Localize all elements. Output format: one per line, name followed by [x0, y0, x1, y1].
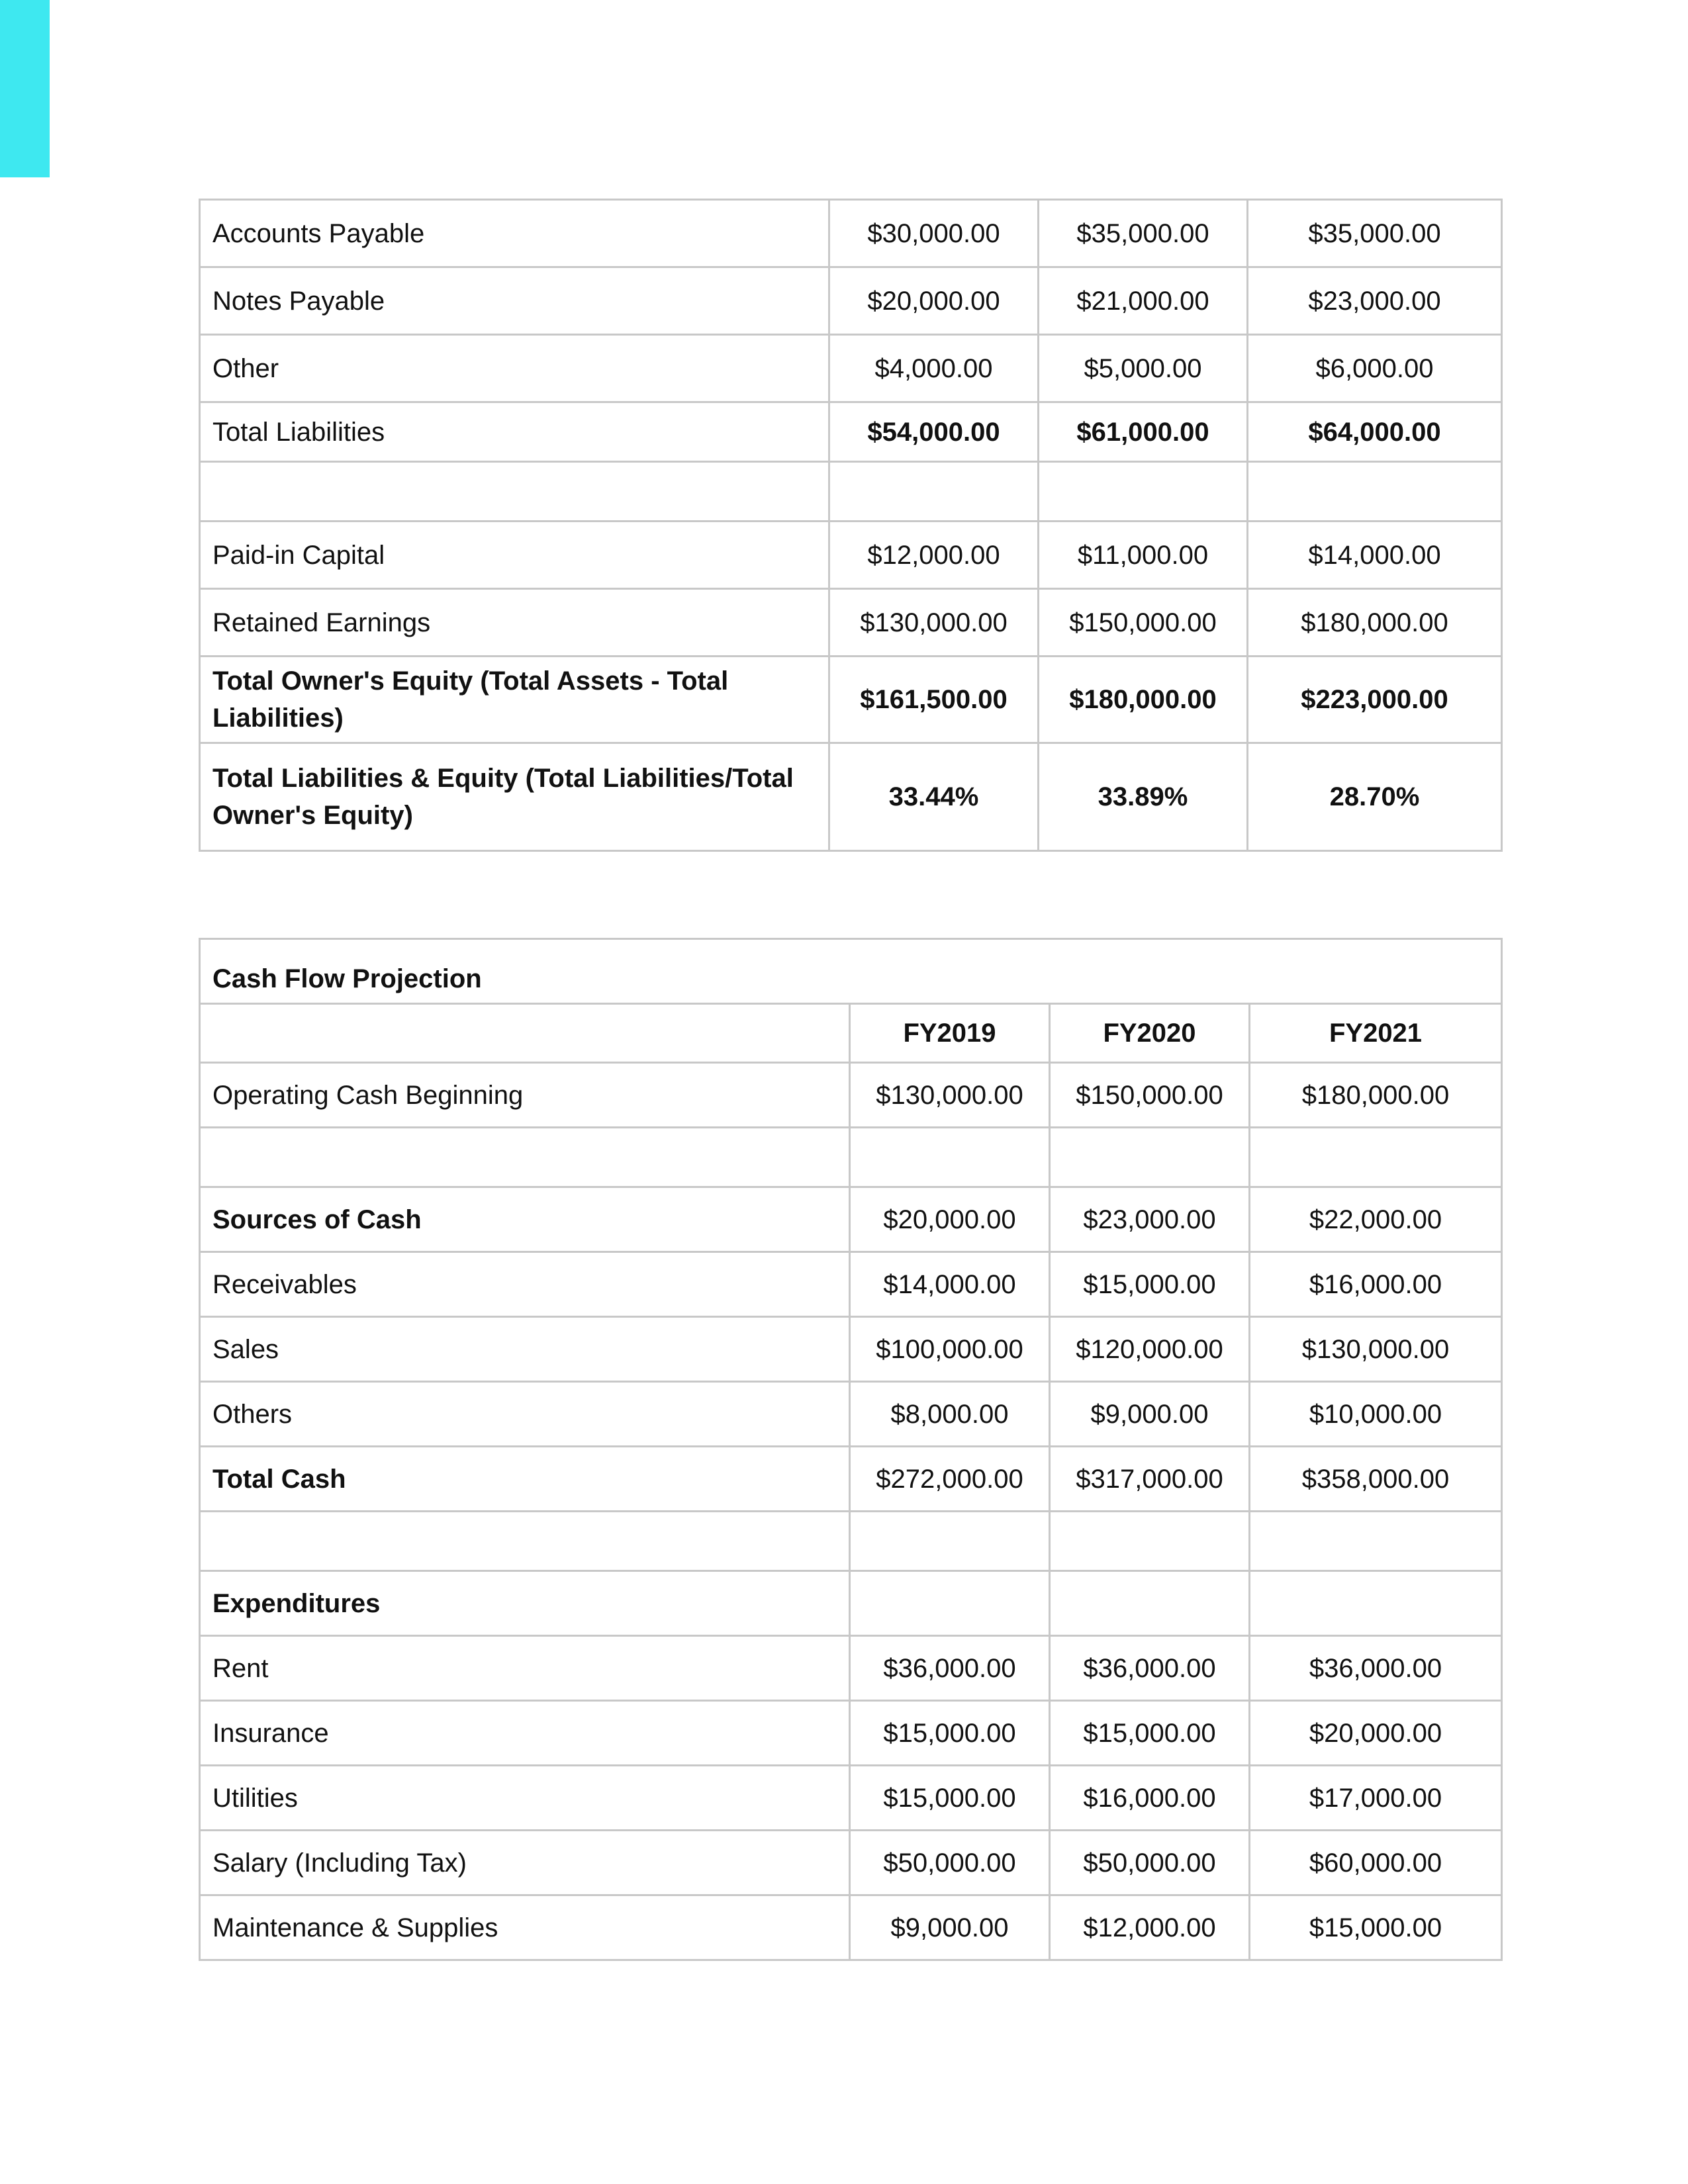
value-cell: $8,000.00	[850, 1382, 1050, 1447]
empty-cell	[1039, 462, 1248, 522]
value-cell: 28.70%	[1248, 743, 1502, 851]
value-cell: $317,000.00	[1050, 1447, 1250, 1512]
row-label: Sales	[200, 1317, 850, 1382]
table-row	[200, 1382, 1502, 1447]
table-row	[200, 1701, 1502, 1766]
value-cell: $15,000.00	[1250, 1895, 1502, 1960]
value-cell: $180,000.00	[1250, 1063, 1502, 1128]
row-label: Notes Payable	[200, 267, 829, 335]
value-cell: $6,000.00	[1248, 335, 1502, 402]
value-cell: $12,000.00	[1050, 1895, 1250, 1960]
value-cell: $30,000.00	[829, 200, 1039, 267]
value-cell: $35,000.00	[1248, 200, 1502, 267]
table-row	[200, 657, 1502, 743]
empty-cell	[829, 462, 1039, 522]
value-cell: $15,000.00	[850, 1701, 1050, 1766]
row-label: Salary (Including Tax)	[200, 1831, 850, 1895]
row-label: Maintenance & Supplies	[200, 1895, 850, 1960]
value-cell: $50,000.00	[850, 1831, 1050, 1895]
liabilities-equity-table	[199, 199, 1503, 852]
spacer-row	[200, 462, 1502, 522]
table-row	[200, 335, 1502, 402]
value-cell: $64,000.00	[1248, 402, 1502, 462]
value-cell: $20,000.00	[1250, 1701, 1502, 1766]
value-cell: $20,000.00	[829, 267, 1039, 335]
table-row	[200, 267, 1502, 335]
row-label: Paid-in Capital	[200, 522, 829, 589]
column-header: FY2019	[850, 1004, 1050, 1063]
row-label: Total Liabilities	[200, 402, 829, 462]
empty-cell	[1050, 1512, 1250, 1571]
table-row	[200, 200, 1502, 267]
spacer-row	[200, 1128, 1502, 1187]
value-cell: $15,000.00	[1050, 1252, 1250, 1317]
value-cell: $50,000.00	[1050, 1831, 1250, 1895]
column-header: FY2021	[1250, 1004, 1502, 1063]
value-cell: $60,000.00	[1250, 1831, 1502, 1895]
empty-cell	[200, 462, 829, 522]
section-header-row	[200, 1571, 1502, 1636]
value-cell: 33.89%	[1039, 743, 1248, 851]
value-cell: $15,000.00	[850, 1766, 1050, 1831]
value-cell: $12,000.00	[829, 522, 1039, 589]
value-cell: $100,000.00	[850, 1317, 1050, 1382]
value-cell: $130,000.00	[1250, 1317, 1502, 1382]
empty-cell	[1248, 462, 1502, 522]
value-cell: $22,000.00	[1250, 1187, 1502, 1252]
row-label: Retained Earnings	[200, 589, 829, 657]
spacer-row	[200, 1512, 1502, 1571]
row-label: Insurance	[200, 1701, 850, 1766]
value-cell: $11,000.00	[1039, 522, 1248, 589]
empty-cell	[200, 1004, 850, 1063]
table-title-row	[200, 939, 1502, 1004]
table-row	[200, 402, 1502, 462]
row-label: Total Liabilities & Equity (Total Liabilities/Total Owner's Equity)	[200, 743, 829, 851]
value-cell: $23,000.00	[1248, 267, 1502, 335]
empty-cell	[1250, 1571, 1502, 1636]
row-label: Total Owner's Equity (Total Assets - Total Liabilities)	[200, 657, 829, 743]
value-cell: $17,000.00	[1250, 1766, 1502, 1831]
value-cell: $4,000.00	[829, 335, 1039, 402]
table-row	[200, 1895, 1502, 1960]
empty-cell	[850, 1571, 1050, 1636]
value-cell: $20,000.00	[850, 1187, 1050, 1252]
value-cell: $10,000.00	[1250, 1382, 1502, 1447]
empty-cell	[850, 1512, 1050, 1571]
row-label: Expenditures	[200, 1571, 850, 1636]
table-row	[200, 522, 1502, 589]
row-label: Operating Cash Beginning	[200, 1063, 850, 1128]
table-row	[200, 1317, 1502, 1382]
value-cell: $9,000.00	[850, 1895, 1050, 1960]
value-cell: $150,000.00	[1050, 1063, 1250, 1128]
value-cell: $35,000.00	[1039, 200, 1248, 267]
value-cell: $15,000.00	[1050, 1701, 1250, 1766]
value-cell: $5,000.00	[1039, 335, 1248, 402]
value-cell: $23,000.00	[1050, 1187, 1250, 1252]
value-cell: $180,000.00	[1039, 657, 1248, 743]
row-label: Other	[200, 335, 829, 402]
table-row	[200, 743, 1502, 851]
empty-cell	[200, 1128, 850, 1187]
column-header: FY2020	[1050, 1004, 1250, 1063]
table-row	[200, 1063, 1502, 1128]
table-row	[200, 589, 1502, 657]
value-cell: $16,000.00	[1250, 1252, 1502, 1317]
row-label: Receivables	[200, 1252, 850, 1317]
value-cell: $21,000.00	[1039, 267, 1248, 335]
row-label: Accounts Payable	[200, 200, 829, 267]
value-cell: $120,000.00	[1050, 1317, 1250, 1382]
value-cell: $61,000.00	[1039, 402, 1248, 462]
value-cell: $130,000.00	[850, 1063, 1050, 1128]
value-cell: $150,000.00	[1039, 589, 1248, 657]
value-cell: $358,000.00	[1250, 1447, 1502, 1512]
value-cell: $36,000.00	[1250, 1636, 1502, 1701]
empty-cell	[1250, 1128, 1502, 1187]
value-cell: 33.44%	[829, 743, 1039, 851]
value-cell: $9,000.00	[1050, 1382, 1250, 1447]
row-label: Rent	[200, 1636, 850, 1701]
table-row	[200, 1447, 1502, 1512]
table-row	[200, 1636, 1502, 1701]
row-label: Others	[200, 1382, 850, 1447]
header-row	[200, 1004, 1502, 1063]
empty-cell	[200, 1512, 850, 1571]
value-cell: $54,000.00	[829, 402, 1039, 462]
row-label: Sources of Cash	[200, 1187, 850, 1252]
table-row	[200, 1187, 1502, 1252]
value-cell: $180,000.00	[1248, 589, 1502, 657]
empty-cell	[1050, 1571, 1250, 1636]
empty-cell	[850, 1128, 1050, 1187]
value-cell: $36,000.00	[850, 1636, 1050, 1701]
value-cell: $14,000.00	[1248, 522, 1502, 589]
table-row	[200, 1252, 1502, 1317]
table-row	[200, 1766, 1502, 1831]
value-cell: $272,000.00	[850, 1447, 1050, 1512]
row-label: Total Cash	[200, 1447, 850, 1512]
value-cell: $161,500.00	[829, 657, 1039, 743]
value-cell: $14,000.00	[850, 1252, 1050, 1317]
row-label: Utilities	[200, 1766, 850, 1831]
accent-bar	[0, 0, 50, 177]
empty-cell	[1250, 1512, 1502, 1571]
cash-flow-projection-table	[199, 938, 1503, 1961]
table-title: Cash Flow Projection	[200, 939, 1502, 1004]
value-cell: $16,000.00	[1050, 1766, 1250, 1831]
value-cell: $36,000.00	[1050, 1636, 1250, 1701]
value-cell: $223,000.00	[1248, 657, 1502, 743]
value-cell: $130,000.00	[829, 589, 1039, 657]
empty-cell	[1050, 1128, 1250, 1187]
table-row	[200, 1831, 1502, 1895]
